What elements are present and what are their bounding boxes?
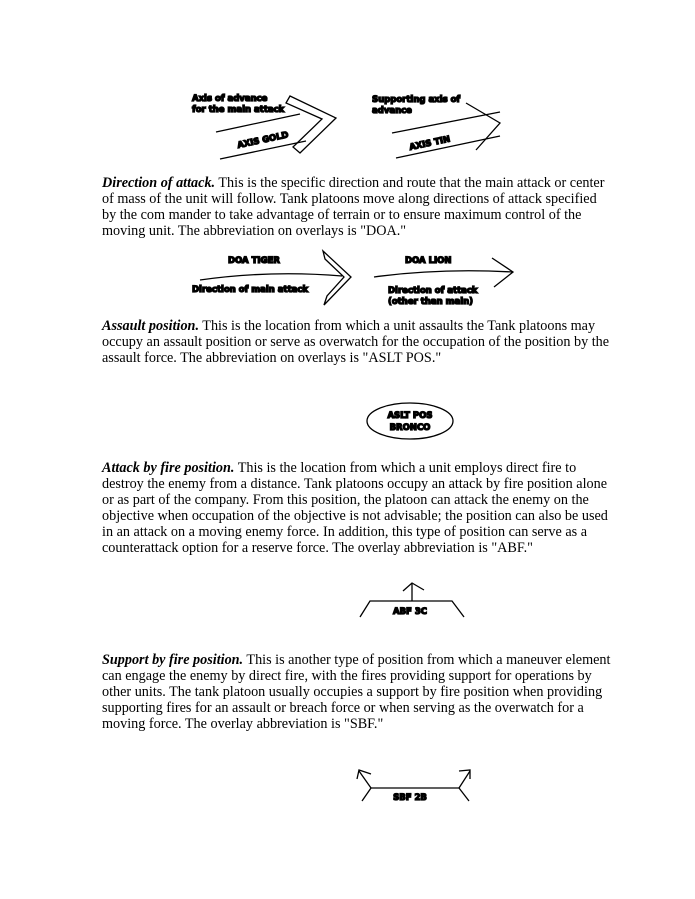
- text-line: moving unit. The abbreviation on overlays is "DOA.": [102, 223, 407, 239]
- axis-gold-caption: for the main attack: [192, 105, 285, 115]
- support-by-fire-symbol: [357, 770, 470, 803]
- text-line: destroy the enemy from a distance. Tank platoons occupy an attack by fire position alone: [102, 476, 608, 492]
- doa-tiger-symbol: [192, 251, 351, 305]
- text-line: or as part of the company. From this position, the platoon can attack the enemy on the: [102, 492, 589, 508]
- term-heading: Direction of attack.: [102, 175, 216, 191]
- text-line: counterattack option for a reserve force. The overlay abbreviation is "ABF.": [102, 540, 533, 556]
- axis-tin-caption: Supporting axis of: [372, 95, 461, 105]
- aslt-pos-name: BRONCO: [389, 423, 431, 433]
- term-heading: Support by fire position.: [102, 652, 244, 668]
- text-line: assault force. The abbreviation on overlays is "ASLT POS.": [102, 350, 442, 366]
- text-line: other units. The tank platoon usually occupies a support by fire position when providing: [102, 684, 603, 700]
- aslt-pos-label: ASLT POS: [387, 411, 433, 421]
- assault-position-symbol: [367, 403, 453, 439]
- sbf-label: SBF 2B: [393, 793, 427, 803]
- text-line: This is another type of position from which a maneuver element: [243, 652, 611, 668]
- doa-lion-symbol: [374, 256, 513, 307]
- axis-gold-symbol: [192, 94, 336, 159]
- doa-lion-caption: Direction of attack: [388, 286, 478, 296]
- text-line: This is the specific direction and route that the main attack or center: [215, 175, 605, 191]
- axis-tin-label: AXIS TIN: [408, 134, 452, 153]
- paragraph-assault-position: [102, 318, 609, 366]
- text-line: objective when occupation of the objective is not advisable; the position can also be used: [102, 508, 608, 524]
- text-line: supporting fires for an assault or breach force or when serving as the overwatch for a: [102, 700, 584, 716]
- text-line: can engage the enemy by direct fire, with the fires providing support for operations by: [102, 668, 592, 684]
- doa-tiger-caption: Direction of main attack: [192, 285, 309, 295]
- text-line: by the com mander to take advantage of terrain or to ensure maximum control of the: [102, 207, 582, 223]
- paragraph-attack-by-fire: [102, 460, 608, 556]
- doa-tiger-label: DOA TIGER: [228, 256, 280, 266]
- paragraph-direction-of-attack: [102, 175, 604, 239]
- attack-by-fire-symbol: [360, 583, 464, 617]
- axis-tin-symbol: [372, 95, 500, 158]
- abf-label: ABF 3C: [393, 607, 427, 617]
- text-line: of mass of the unit will follow. Tank platoons move along directions of attack specified: [102, 191, 597, 207]
- axis-gold-caption: Axis of advance: [192, 94, 268, 104]
- axis-tin-caption: advance: [372, 106, 412, 116]
- paragraph-support-by-fire: [102, 652, 610, 732]
- text-line: in an attack on a moving enemy force. In addition, this type of position can serve as a: [102, 524, 587, 540]
- text-line: occupy an assault position or serve as overwatch for the occupation of the position by the: [102, 334, 610, 350]
- term-heading: Assault position.: [102, 318, 199, 334]
- axis-gold-label: AXIS GOLD: [236, 130, 290, 151]
- text-line: This is the location from which a unit assaults the Tank platoons may: [199, 318, 596, 334]
- doa-lion-caption: (other than main): [388, 297, 474, 307]
- text-line: moving force. The overlay abbreviation is "SBF.": [102, 716, 384, 732]
- doa-lion-label: DOA LION: [405, 256, 452, 266]
- term-heading: Attack by fire position.: [102, 460, 235, 476]
- text-line: This is the location from which a unit employs direct fire to: [234, 460, 577, 476]
